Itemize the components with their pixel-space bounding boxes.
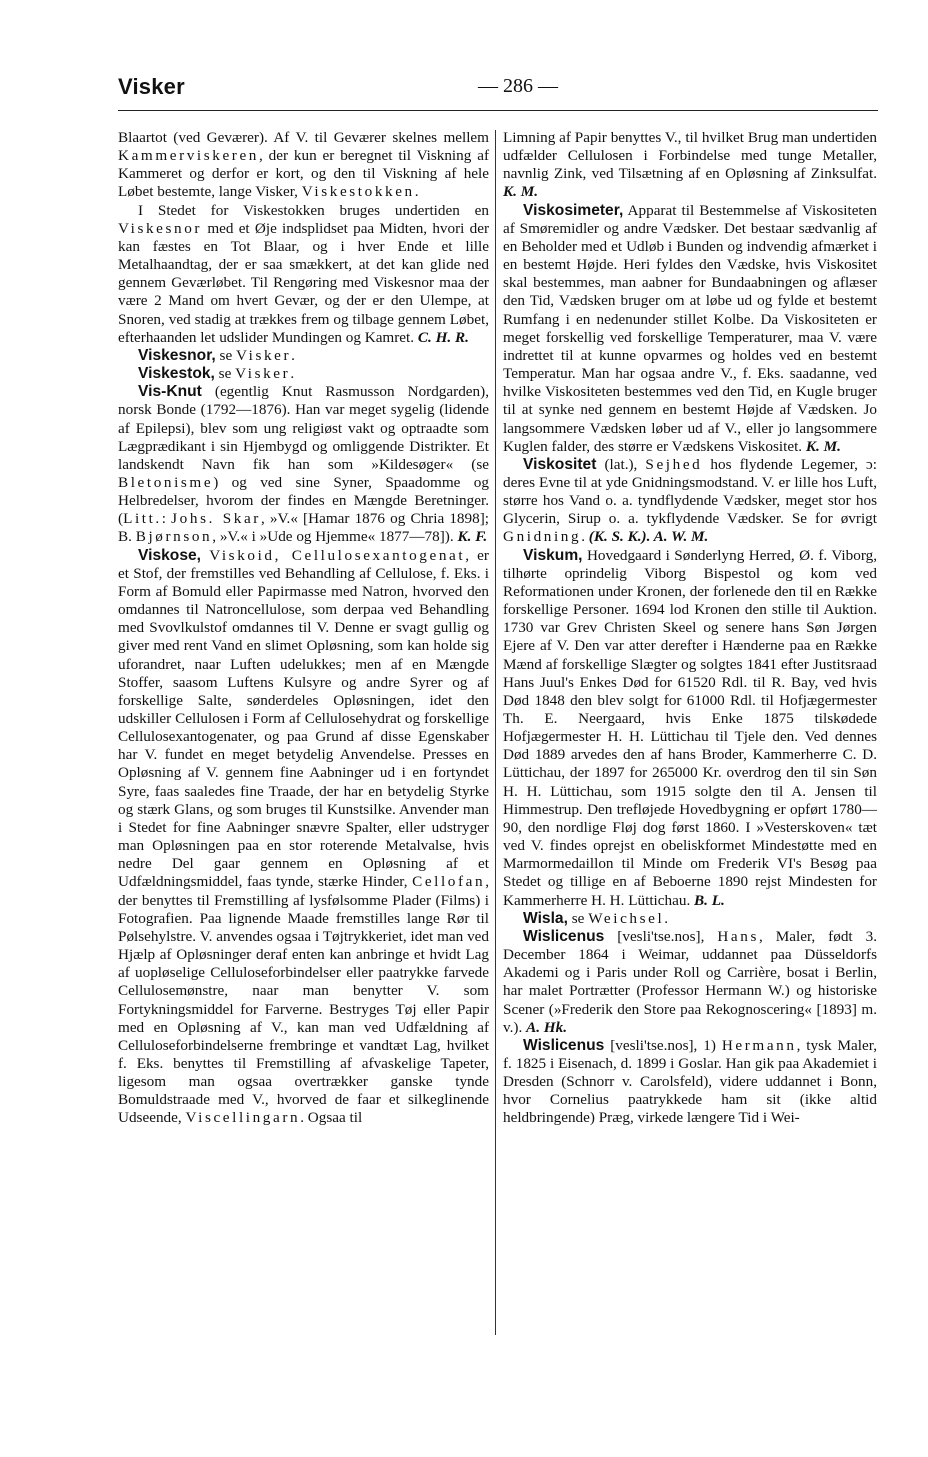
text: [vesli'tse.nos], (604, 927, 718, 945)
running-head: Visker (118, 74, 185, 99)
text: se (567, 909, 589, 927)
text: (egentlig Knut Rasmusson Nordgarden), norsk Bonde (1792—1876). Han var meget sygelig (lidende af Epilepsi), blev som ung religiøst vakt og optraadte som Lægprædikant i sin Hjembygd og omliggende Distrikter. Et landskendt Navn fik han som »Kildesøger« (se (118, 383, 489, 473)
spaced-term: Cellofan (412, 873, 486, 891)
entry-viskestok (118, 365, 489, 383)
headword: Viskesnor, (138, 346, 216, 364)
text: se (214, 365, 236, 383)
spaced-term: Johs. Skar (171, 510, 261, 528)
entry-viskositet (503, 456, 877, 547)
author-signature: A. Hk. (526, 1018, 567, 1036)
column-divider (495, 130, 496, 1335)
entry-wislicenus-hans (503, 928, 877, 1037)
text: . Ogsaa til (300, 1109, 363, 1127)
text: se (215, 346, 236, 364)
entry-viskum (503, 547, 877, 910)
text: Apparat til Bestemmelse af Viskositeten af Smøremidler og andre Vædsker. Det bestaar sædvanlig af en Beholder med et Udløb i Bunden og indvendig afmærket i en bestemt Højde. Heri fyldes den Vædske, hvis Viskositet skal bestemmes, man aabner for Bundaabningen og aflæser den Tid, Vædsken bruger om at løbe ud og fylde et bestemt Rumfang i en nedenunder stillet Kolbe. Da Viskositeten er meget forskellig ved forskellige Temperaturer, maa V. være indrettet til at kunne opvarmes og holdes ved en bestemt Temperatur. Man har ogsaa andre V., f. Eks. saadanne, ved hvilke Viskositeten bestemmes ved den Tid, en Kugle bruger til at synke ned gennem en bestemt Højde af Vædsken. Jo langsommere Vædsken løber ud af V., eller jo langsommere Kuglen falder, des større er Vædskens Viskositet. (503, 201, 877, 455)
spaced-term: Viskesnor (118, 219, 203, 237)
entry-viskosimeter (503, 202, 877, 456)
spaced-term: Viskestokken (301, 183, 415, 201)
text: : (161, 510, 172, 528)
text (201, 547, 209, 564)
text: , er et Stof, der fremstilles ved Behandling af Cellulose, f. Eks. i Form af Bomuld eller Papirmasse med Natron, hvorved den omdannes til Natroncellulose, som derpaa ved Behandling med Svovlkulstof omdannes til V. Denne er svagt gullig og giver med rent Vand en slimet Opløsning, som kan holde sig uforandret, naar Luften udelukkes; men af en Mængde Stoffer, saasom Luftens Kulsyre og andre Syrer og af forskellige Salte, sønderdeles Opløsningen, idet den udskiller Cellulosen i Form af Cellulosehydrat og forskellige Cellulosexantogenater, og paa Grund af disse Egenskaber har V. fundet en meget betydelig Anvendelse. Presses en Opløsning af V. gennem fine Aabninger ud i en fortyndet Syre, faas saaledes fine Traade, der har en betydelig Styrke og stærk Glans, og som bruges til Kunstsilke. Anvender man i Stedet for fine Aabninger snævre Spalter, eller udstryger man Opløsningen paa en stor roterende Metalvalse, hvis nedre Del gaar gennem en Opløsning af et Udfældningsmiddel, faas tynde, stærke Hinder, (118, 546, 489, 891)
author-signature: K. F. (457, 528, 488, 546)
entry-viskose-continuation (503, 129, 877, 202)
spaced-term: Viskoid, Cellulosexantogenat (209, 546, 466, 564)
headword: Viskosimeter, (523, 201, 624, 219)
cross-reference: Bletonisme (118, 473, 214, 491)
entry-vis-knut (118, 383, 489, 546)
left-column (118, 129, 489, 1128)
cross-reference: Weichsel (588, 909, 665, 927)
page-number: — 286 — (478, 75, 558, 97)
text: hos flydende Legemer, ɔ: deres Evne til at yde Gnidningsmodstand. V. er lille hos Luft, større hos Vand o. a. tyndflydende Vædsker, meget stor hos Glycerin, Sirup o. a. tykflydende Vædsker. Se for øvrigt (503, 455, 877, 528)
text: . (291, 346, 295, 364)
cross-reference: Gnidning (503, 528, 582, 546)
entry-wislicenus-hermann (503, 1037, 877, 1128)
text: . (664, 909, 669, 927)
entry-visker-paragraph (118, 202, 489, 347)
spaced-term: Hans (717, 927, 759, 945)
text: , »V.« i »Ude og Hjemme« 1877—78]). (212, 528, 458, 546)
text: . (414, 183, 419, 201)
text: Blaartot (ved Geværer). Af V. til Geværer skelnes mellem (118, 129, 489, 146)
text: . (581, 528, 589, 546)
spaced-term: Kammerviskeren (118, 147, 259, 165)
author-signature: (K. S. K.). A. W. M. (588, 528, 709, 546)
text: (lat.), (596, 455, 646, 473)
text: , »V.« [Hamar 1876 og Chria 1898]; B. (118, 510, 489, 546)
spaced-term: Litt. (123, 510, 162, 528)
page-header (118, 70, 878, 111)
entry-wisla (503, 910, 877, 928)
headword: Wislicenus (523, 927, 605, 945)
headword: Viskositet (523, 455, 597, 473)
entry-viskesnor (118, 347, 489, 365)
spaced-term: Sejhed (645, 455, 703, 473)
entry-viskose (118, 547, 489, 1128)
text: , Maler, født 3. December 1864 i Weimar, uddannet paa Düsseldorfs Akademi og i Paris under Roll og Carrière, bosat i Berlin, har malet Portrætter (Professor Hermann W.) og historiske Scener (»Frederik den Store paa Rekognoscering« [1893] m. v.). (503, 927, 877, 1036)
text: Hovedgaard i Sønderlyng Herred, Ø. f. Viborg, tilhørte oprindelig Viborg Bispestol og kom ved Reformationen under Kronen, der forlenede den til en Række forskellige Personer. 1694 lod Kronen den stille til Auktion. 1730 var Grev Christen Skeel og senere hans Søn Jørgen Ejere af V. Den var atter derefter i Hænderne paa en Række Mænd af forskellige Slægter og solgtes 1841 efter Justitsraad Hans Juul's Enkes Død for 61520 Rdl. til R. Bay, ved hvis Død 1848 den blev solgt for 61000 Rdl. til Hofjægermester Th. E. Neergaard, hvis Enke 1875 tilskødede Hofjægermester H. H. Lüttichau til Tjele den. Ved dennes Død 1889 arvedes den af hans Broder, Kammerherre C. D. Lüttichau, der 1897 for 265000 Kr. overdrog den til sin Søn H. H. Lüttichau, som 1915 solgte den til A. Jensen til Himmestrup. Den trefløjede Hovedbygning er opført 1780—90, den nordlige Fløj dog først 1860. I »Vesterskoven« tæt ved V. findes oprejst en obeliskformet Mindestøtte med en Marmormedaillon til Minde om Frederik VI's Besøg paa Stedet og tillige en af Beboerne 1890 rejst Mindesten for Kammerherre H. H. Lüttichau. (503, 546, 877, 909)
text: ) og ved sine Syner, Spaadomme og Helbredelser, hvorom der findes en Mængde Beretninger. ( (118, 473, 489, 528)
author-signature: K. M. (503, 183, 539, 201)
text: , tysk Maler, f. 1825 i Eisenach, d. 1899 i Goslar. Han gik paa Akademiet i Dresden (Schnorr v. Carolsfeld), videre uddannet i Bonn, hvor Cornelius paatrykkede ham sit (ikke altid heldbringende) Præg, virkede længere Tid i Wei- (503, 1036, 877, 1127)
right-column (503, 129, 877, 1128)
headword: Viskose, (138, 546, 201, 564)
author-signature: C. H. R. (417, 328, 469, 346)
text: , der benyttes til Fremstilling af lysfølsomme Plader (Films) i Fotografien. Paa lignende Maade fremstilles lange Rør til Pølsehylstre. V. anvendes ogsaa i Tøjtrykkeriet, idet man ved Hjælp af Opløsninger deraf enten kan anbringe et hvidt Lag af uopløselige Celluloseforbindelser eller paatrykke farvede Cellulosemønstre, naar man benytter V. som Fortykningsmiddel for Farverne. Bestryges Tøj eller Papir med en Opløsning af V., kan man ved Udfældning af Celluloseforbindelserne frembringe et vandtæt Lag, hvilket f. Eks. benyttes til Fremstilling af afvaskelige Tapeter, ligesom man ogsaa overtrækker ganske tynde Bomuldstraade med V., hvorved de faar et silkeglinende Udseende, (118, 873, 489, 1127)
text: med et Øje indsplidset paa Midten, hvori der kan fæstes en Tot Blaar, og i hver Ende et lille Metalhaandtag, der er saa smækkert, at det kan glide ned gennem Geværløbet. Til Rengøring med Viskesnor maa der være 2 Mand om hvert Gevær, og der er den Ulempe, at Snoren, ved stadig at trækkes frem og tilbage gennem Løbet, efterhaanden let udslider Mundingen og Kamret. (118, 219, 489, 346)
entry-visker-continuation (118, 129, 489, 202)
text: , der kun er beregnet til Viskning af Kammeret og derfor er kort, og den til Viskning af hele Løbet bestemte, lange Visker, (118, 147, 489, 201)
headword: Wislicenus (523, 1036, 605, 1054)
headword: Viskestok, (138, 365, 215, 383)
author-signature: B. L. (694, 891, 725, 909)
text: I Stedet for Viskestokken bruges undertiden en (138, 201, 489, 219)
text: [vesli'tse.nos], 1) (604, 1036, 722, 1054)
headword: Vis-Knut (138, 383, 202, 401)
author-signature: K. M. (805, 437, 841, 455)
spaced-term: Hermann (721, 1036, 797, 1054)
headword: Viskum, (523, 546, 583, 564)
cross-reference: Visker (235, 365, 291, 383)
spaced-term: Bjørnson (135, 528, 213, 546)
text: . (290, 365, 295, 383)
headword: Wisla, (523, 909, 568, 927)
spaced-term: Viscellingarn (185, 1109, 301, 1127)
text: Limning af Papir benyttes V., til hvilket Brug man undertiden udfælder Cellulosen i Forbindelse med tunge Metaller, navnlig Zink, ved Tilsætning af en Opløsning af Zinksulfat. (503, 129, 877, 183)
cross-reference: Visker (235, 346, 292, 364)
